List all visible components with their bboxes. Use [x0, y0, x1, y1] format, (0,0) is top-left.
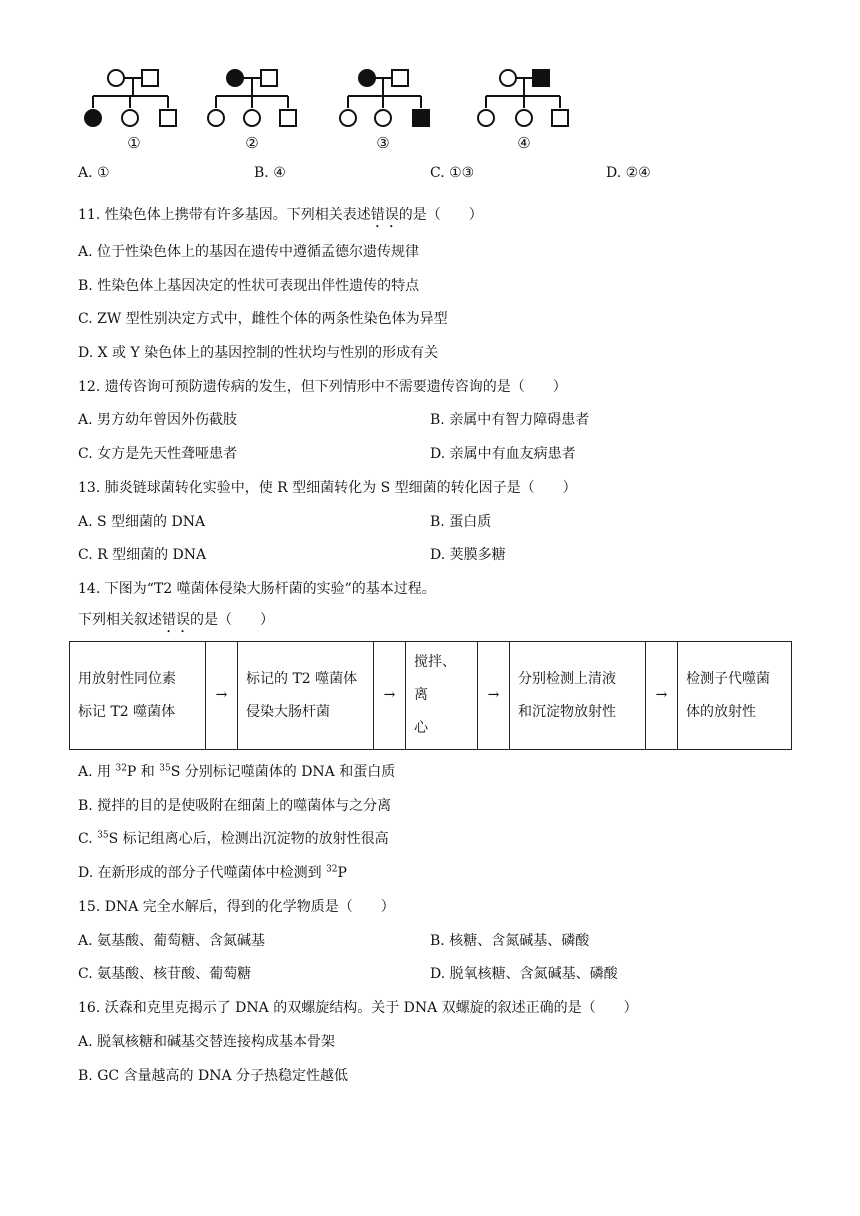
q14-option-a — [78, 762, 395, 782]
q14-stem: 14. 下图为“T2 噬菌体侵染大肠杆菌的实验”的基本过程。 — [78, 581, 436, 597]
q14-a-sup2: 35 — [159, 763, 171, 774]
q14-a-text2: P 和 — [126, 764, 160, 780]
q13-option-d: D. 荚膜多糖 — [430, 547, 506, 563]
q12-option-a: A. 男方幼年曾因外伤截肢 — [78, 412, 238, 428]
flow-step-3-line1: 搅拌、离 — [414, 654, 456, 703]
q11-option-c: C. ZW 型性别决定方式中，雌性个体的两条性染色体为异型 — [78, 311, 448, 327]
q14-a-text1: A. 用 — [78, 764, 116, 780]
q15-option-c: C. 氨基酸、核苷酸、葡萄糖 — [78, 966, 252, 982]
flow-step-5-line1: 检测子代噬菌 — [686, 670, 770, 687]
q10-option-a: A. ① — [78, 165, 110, 181]
flow-step-1-line2: 标记 T2 噬菌体 — [78, 703, 176, 720]
q10-option-c: C. ①③ — [430, 165, 475, 181]
q14-c-sup: 35 — [97, 830, 109, 841]
q10-option-b: B. ④ — [254, 165, 286, 181]
q10-option-d: D. ②④ — [606, 165, 651, 181]
q12-stem: 12. 遗传咨询可预防遗传病的发生，但下列情形中不需要遗传咨询的是（ ） — [78, 379, 567, 395]
q12-option-b: B. 亲属中有智力障碍患者 — [430, 412, 590, 428]
q11-option-d: D. X 或 Y 染色体上的基因控制的性状均与性别的形成有关 — [78, 345, 439, 361]
q14-d-text2: P — [337, 865, 347, 881]
q12-option-d: D. 亲属中有血友病患者 — [430, 446, 576, 462]
q11-stem — [78, 205, 483, 231]
q12-option-c: C. 女方是先天性聋哑患者 — [78, 446, 238, 462]
flow-step-4-line1: 分别检测上清液 — [518, 670, 616, 687]
q16-stem: 16. 沃森和克里克揭示了 DNA 的双螺旋结构。关于 DNA 双螺旋的叙述正确的是（ ） — [78, 1000, 638, 1016]
q15-option-b: B. 核糖、含氮碱基、磷酸 — [430, 933, 590, 949]
q14-c-text1: C. — [78, 831, 98, 847]
pedigree-label-3: ③ — [376, 134, 390, 152]
flow-step-3 — [406, 642, 478, 750]
q14-option-c — [78, 829, 389, 849]
flow-arrow-3: → — [478, 642, 510, 750]
q14-substem-end: 的是（ ） — [190, 612, 274, 628]
flow-step-2 — [238, 642, 374, 750]
flow-step-5-line2: 体的放射性 — [686, 703, 756, 720]
flow-step-3-line2: 心 — [414, 720, 428, 736]
q14-emphasis: 错误 — [162, 612, 190, 628]
flow-step-2-line2: 侵染大肠杆菌 — [246, 703, 330, 720]
q16-option-a: A. 脱氧核糖和碱基交替连接构成基本骨架 — [78, 1034, 336, 1050]
q14-d-sup: 32 — [326, 864, 338, 875]
pedigree-charts — [78, 62, 578, 152]
q11-option-a: A. 位于性染色体上的基因在遗传中遵循孟德尔遗传规律 — [78, 244, 420, 260]
pedigree-label-4: ④ — [517, 134, 531, 152]
flow-step-1 — [70, 642, 206, 750]
pedigree-3 — [340, 70, 429, 126]
flow-step-2-line1: 标记的 T2 噬菌体 — [246, 670, 358, 687]
q15-option-d: D. 脱氧核糖、含氮碱基、磷酸 — [430, 966, 618, 982]
q14-flow-diagram — [69, 641, 792, 750]
q14-option-b: B. 搅拌的目的是使吸附在细菌上的噬菌体与之分离 — [78, 798, 392, 814]
pedigree-1 — [85, 70, 176, 126]
q13-option-a: A. S 型细菌的 DNA — [78, 514, 206, 530]
q14-substem — [78, 610, 274, 636]
flow-step-4 — [510, 642, 646, 750]
flow-arrow-1: → — [206, 642, 238, 750]
flow-step-1-line1: 用放射性同位素 — [78, 670, 176, 687]
q11-stem-text: 11. 性染色体上携带有许多基因。下列相关表述 — [78, 207, 371, 223]
q15-option-a: A. 氨基酸、葡萄糖、含氮碱基 — [78, 933, 266, 949]
flow-arrow-2: → — [374, 642, 406, 750]
flow-arrow-4: → — [646, 642, 678, 750]
q14-d-text1: D. 在新形成的部分子代噬菌体中检测到 — [78, 865, 327, 881]
pedigree-label-1: ① — [127, 134, 141, 152]
q11-option-b: B. 性染色体上基因决定的性状可表现出伴性遗传的特点 — [78, 278, 420, 294]
flow-step-4-line2: 和沉淀物放射性 — [518, 703, 616, 720]
q14-a-sup1: 32 — [115, 763, 127, 774]
q13-stem: 13. 肺炎链球菌转化实验中，使 R 型细菌转化为 S 型细菌的转化因子是（ ） — [78, 480, 577, 496]
q11-emphasis: 错误 — [370, 207, 399, 223]
pedigree-label-2: ② — [245, 134, 259, 152]
q14-option-d — [78, 863, 347, 883]
q13-option-c: C. R 型细菌的 DNA — [78, 547, 207, 563]
q11-stem-end: 的是（ ） — [398, 207, 483, 223]
pedigree-4 — [478, 70, 568, 126]
q14-c-text2: S 标记组离心后，检测出沉淀物的放射性很高 — [108, 831, 389, 847]
q15-stem: 15. DNA 完全水解后，得到的化学物质是（ ） — [78, 899, 395, 915]
q14-a-text3: S 分别标记噬菌体的 DNA 和蛋白质 — [170, 764, 396, 780]
q16-option-b: B. GC 含量越高的 DNA 分子热稳定性越低 — [78, 1068, 349, 1084]
q14-substem-text: 下列相关叙述 — [78, 612, 162, 628]
flow-step-5 — [678, 642, 792, 750]
q13-option-b: B. 蛋白质 — [430, 514, 492, 530]
pedigree-2 — [208, 70, 296, 126]
